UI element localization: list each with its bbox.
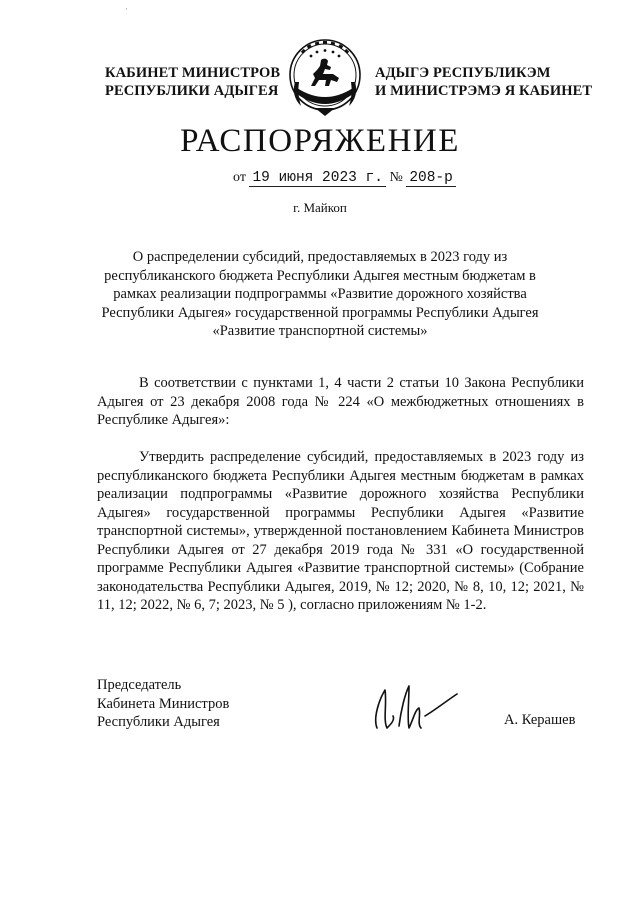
header-right-line1: АДЫГЭ РЕСПУБЛИКЭМ [375, 65, 551, 81]
header-right [375, 64, 592, 100]
body-paragraph-1: В соответствии с пунктами 1, 4 части 2 статьи 10 Закона Республики Адыгея от 23 декабря 2008 года № 224 «О межбюджетных отношениях в Республике Адыгея»: [97, 375, 584, 428]
document-subject: О распределении субсидий, предоставляемых в 2023 году из республиканского бюджета Республики Адыгея местным бюджетам в рамках реализации подпрограммы «Развитие дорожного хозяйства Республики Адыгея» государственной программы Республики Адыгея «Развитие транспортной системы» [101, 249, 539, 339]
header-right-line2: И МИНИСТРЭМЭ Я КАБИНЕТ [375, 83, 593, 99]
signer-name: А. Керашев [504, 712, 576, 728]
signer-position-line2: Кабинета Министров [97, 695, 230, 712]
header-left [105, 64, 280, 100]
document-number: 208-р [406, 170, 456, 187]
body-paragraph-2: Утвердить распределение субсидий, предоставляемых в 2023 году из республиканского бюджета Республики Адыгея местным бюджетам в рамках реализации подпрограммы «Развитие дорожного хозяйства Республики Адыгея» государственной программы Республики Адыгея «Развитие транспортной системы», утвержденной постановлением Кабинета Министров Республики Адыгея от 27 декабря 2019 года № 331 «О государственной программе Республики Адыгея «Развитие транспортной системы» (Собрание законодательства Республики Адыгея, 2019, № 12; 2020, № 8, 10, 12; 2021, № 11, 12; 2022, № 6, 7; 2023, № 5 ), согласно приложениям № 1-2. [97, 449, 584, 613]
handwritten-signature [365, 680, 465, 736]
signer-position [97, 676, 229, 732]
document-title: РАСПОРЯЖЕНИЕ [180, 123, 460, 159]
number-sign: № [389, 170, 403, 185]
city: г. Майкоп [293, 200, 347, 215]
header-left-line1: КАБИНЕТ МИНИСТРОВ [105, 65, 281, 81]
signer-position-line1: Председатель [97, 677, 182, 693]
date-prefix: от [233, 170, 246, 185]
signer-position-line3: Республики Адыгея [97, 714, 220, 730]
coat-of-arms-icon [287, 36, 363, 118]
header-left-line2: РЕСПУБЛИКИ АДЫГЕЯ [105, 83, 279, 99]
document-number-line [233, 170, 456, 187]
corner-mark: · [125, 4, 128, 14]
document-date: 19 июня 2023 г. [249, 170, 386, 187]
